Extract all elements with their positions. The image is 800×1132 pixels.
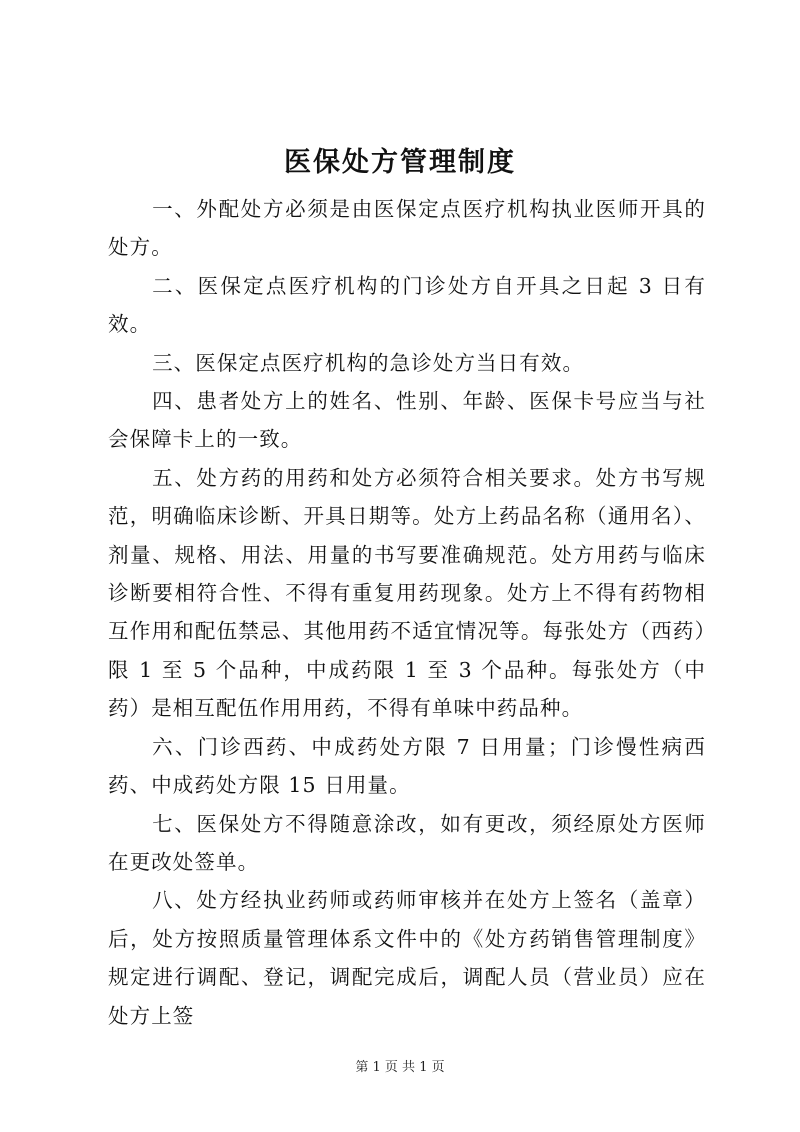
paragraph-3: 三、医保定点医疗机构的急诊处方当日有效。 (152, 350, 585, 375)
paragraph-7: 七、医保处方不得随意涂改，如有更改，须经原处方医师在更改处签单。 (108, 811, 706, 874)
paragraph-2: 二、医保定点医疗机构的门诊处方自开具之日起 3 日有效。 (108, 273, 706, 337)
paragraph-5: 五、处方药的用药和处方必须符合相关要求。处方书写规范，明确临床诊断、开具日期等。处方上药品名称（通用名）、剂量、规格、用法、用量的书写要准确规范。处方用药与临床诊断要相符合性、不得有重复用药现象。处方上不得有药物相互作用和配伍禁忌、其他用药不适宜情况等。每张处方（西药）限 1 至 5 个品种，中成药限 1 至 3 个品种。每张处方（中药）是相互配伍作用用药，不得有单味中药品种。 (108, 465, 706, 721)
paragraph-6: 六、门诊西药、中成药处方限 7 日用量；门诊慢性病西药、中成药处方限 15 日用量。 (108, 734, 706, 798)
page-title: 医保处方管理制度 (284, 147, 516, 178)
page-footer: 第 1 页 共 1 页 (355, 1060, 445, 1075)
paragraph-1: 一、外配处方必须是由医保定点医疗机构执业医师开具的处方。 (108, 197, 706, 260)
document-body (108, 190, 706, 1035)
paragraph-8: 八、处方经执业药师或药师审核并在处方上签名（盖章）后，处方按照质量管理体系文件中的《处方药销售管理制度》规定进行调配、登记，调配完成后，调配人员（营业员）应在处方上签 (108, 888, 706, 1028)
paragraph-4: 四、患者处方上的姓名、性别、年龄、医保卡号应当与社会保障卡上的一致。 (108, 389, 706, 452)
